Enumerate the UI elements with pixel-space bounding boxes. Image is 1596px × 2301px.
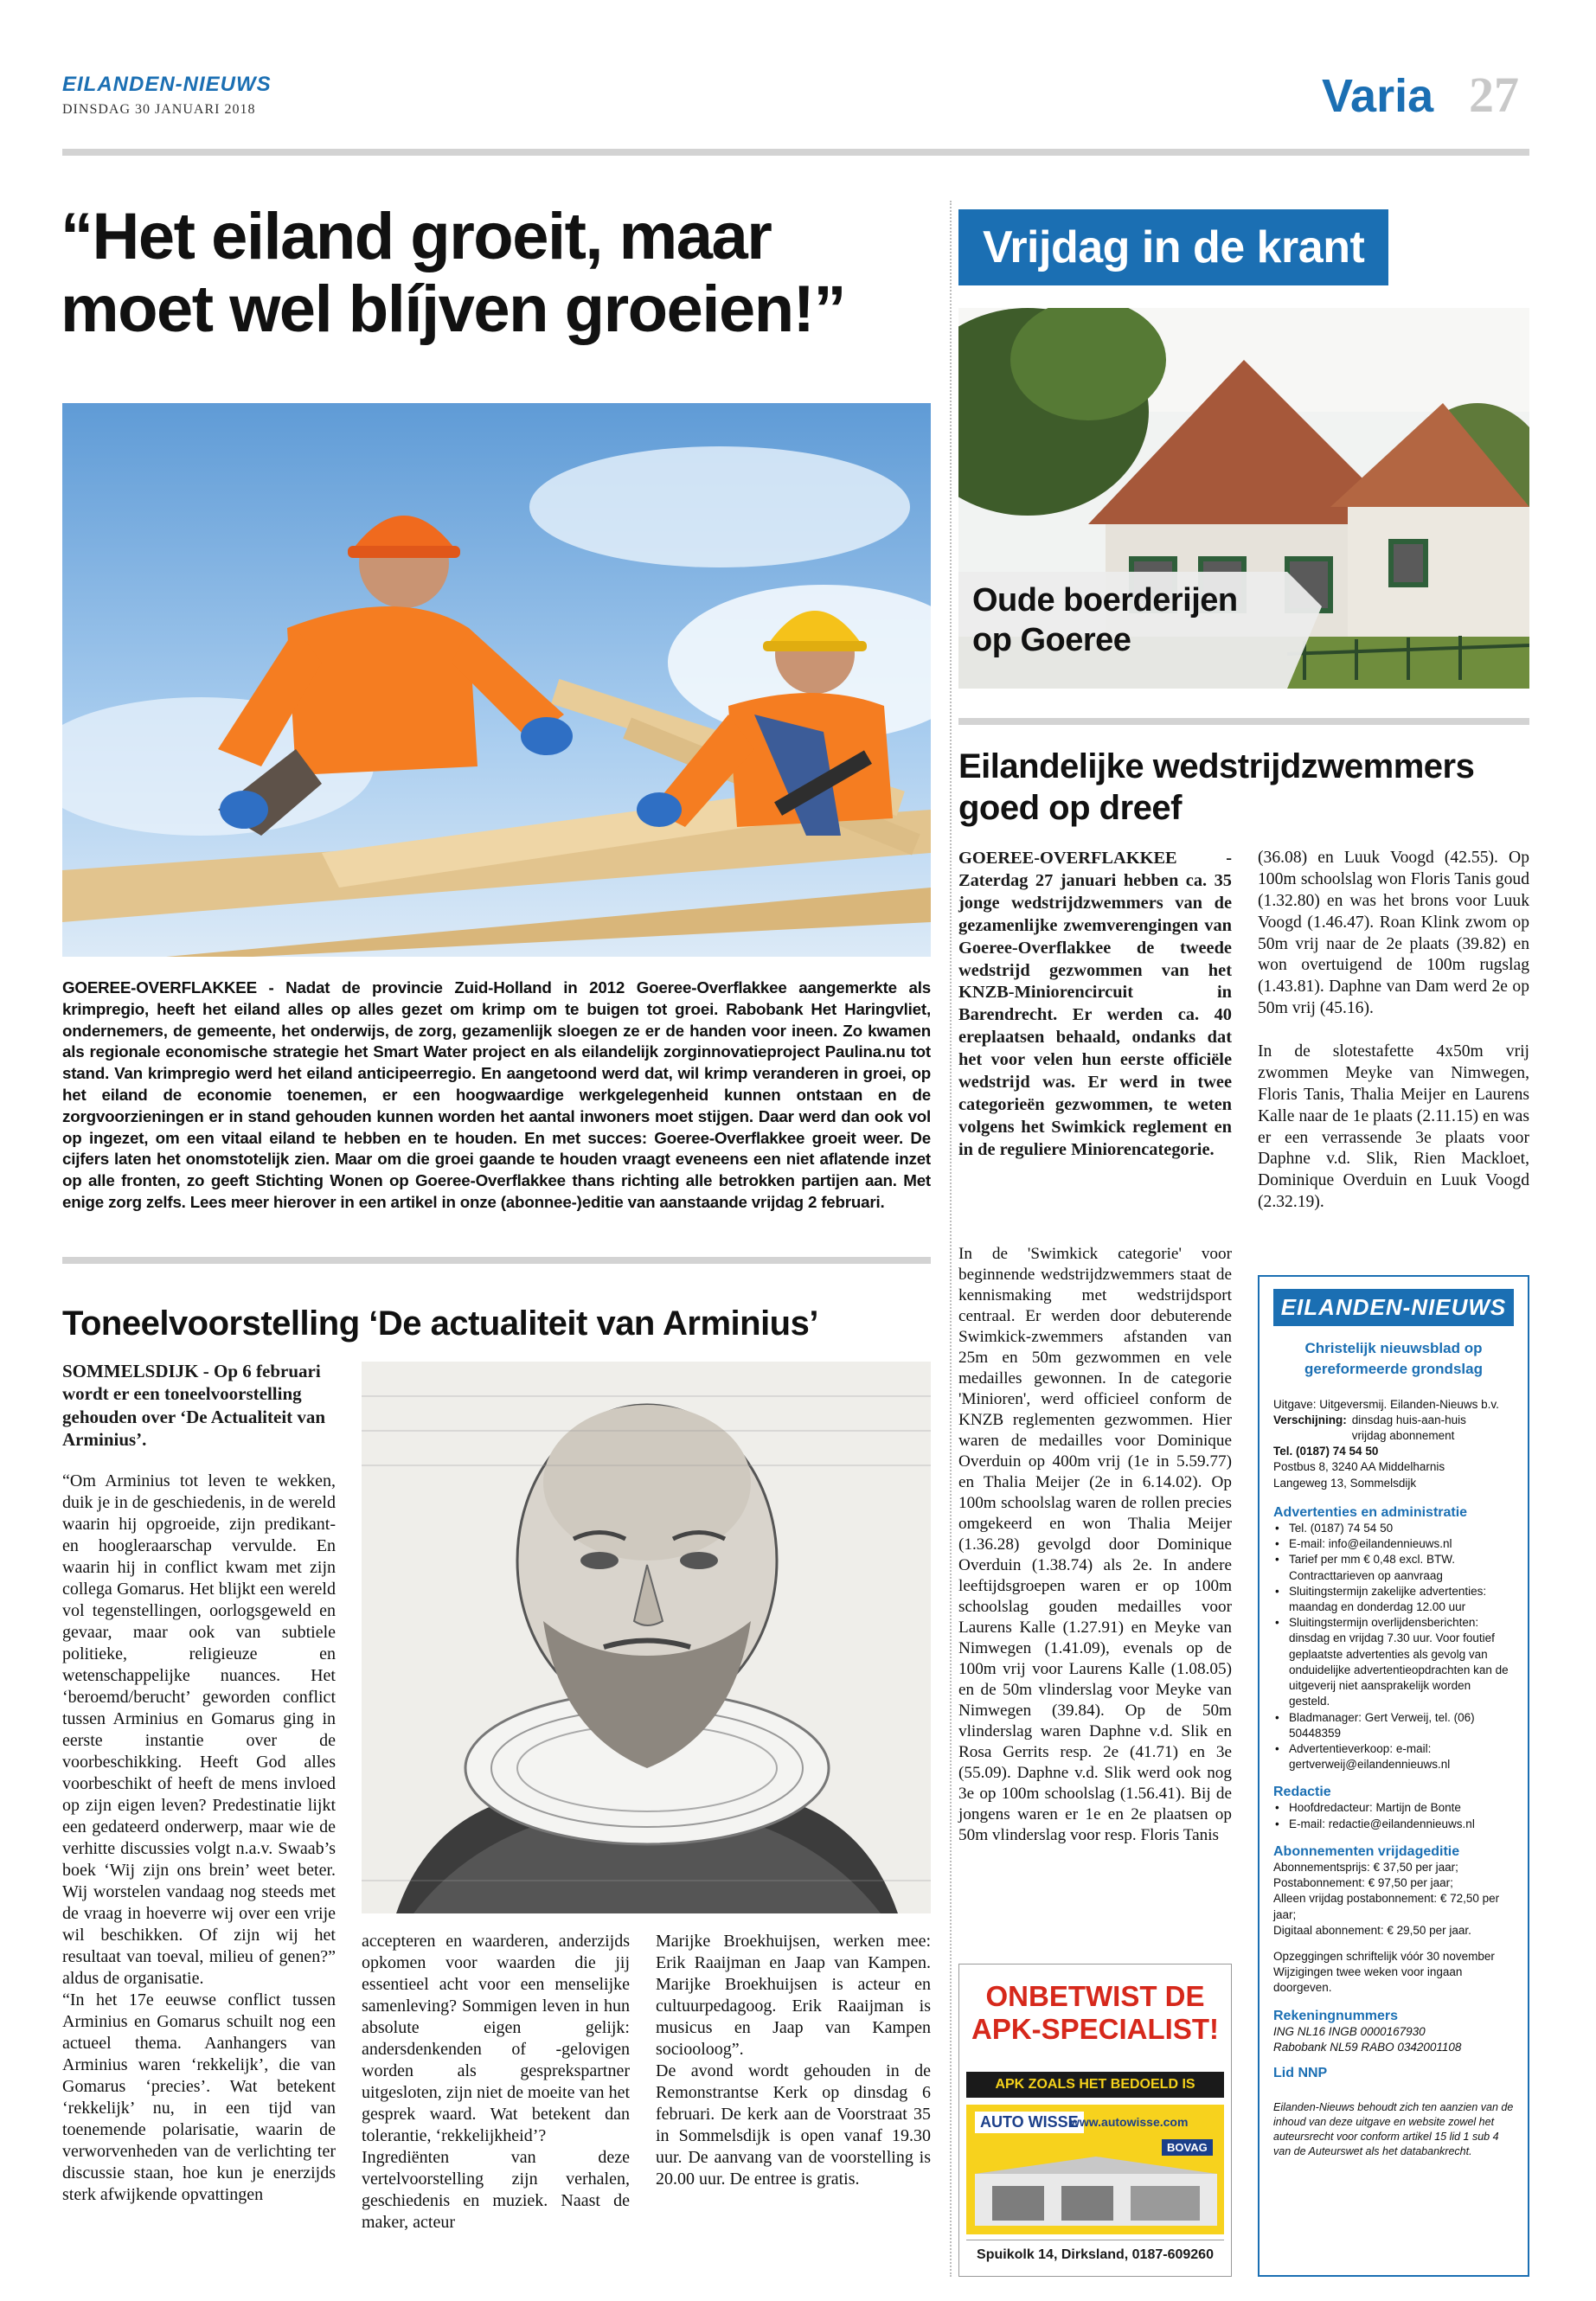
masthead-logo: EILANDEN-NIEUWS: [62, 73, 272, 96]
swim-body-2: (36.08) en Luuk Voogd (42.55). Op 100m schoolslag won Floris Tanis goud (1.32.80) en was het brons voor Luuk Voogd (1.46.47). Roan Klink zwom op 50m vrij naar de 2e plaats (39.82) en won overtuigend de 100m rugslag (1.43.81). Daphne van Dam werd 2e op 50m vrij (45.16).: [1258, 849, 1529, 1018]
colophon-opzegging: Opzeggingen schriftelijk vóór 30 november Wijzigingen twee weken voor ingaan doorgeven.: [1273, 1949, 1495, 1995]
colophon-rek-2: Rabobank NL59 RABO 0342001108: [1273, 2040, 1462, 2054]
theater-col3-para2: De avond wordt gehouden in de Remonstrantse Kerk op dinsdag 6 februari. De kerk aan de Voorstraat 35 in Sommelsdijk is open vanaf 19.30 uur. De aanvang van de voorstelling is 20.00 uur. De entree is gratis.: [656, 2061, 931, 2189]
swim-headline-line-2: goed op dreef: [958, 789, 1182, 827]
colophon-abo-line: Digitaal abonnement: € 29,50 per jaar.: [1273, 1923, 1471, 1937]
theater-column-1: [62, 1471, 336, 2206]
theater-headline: Toneelvoorstelling ‘De actualiteit van Arminius’: [62, 1304, 818, 1343]
colophon-verschijning-label: Verschijning:: [1273, 1413, 1347, 1426]
colophon-adv-item: • Tel. (0187) 74 54 50: [1273, 1521, 1514, 1536]
main-headline: [61, 201, 934, 345]
ad-url[interactable]: www.autowisse.com: [1070, 2115, 1189, 2129]
theater-col3-para1: Marijke Broekhuijsen, werken mee: Erik Raaijman en Jaap van Kampen. Marijke Broekhuijsen is acteur en cultuurpedagoog. Erik Raaijman is musicus en Jaap van Kampen sociooloog”.: [656, 1932, 931, 2059]
page-number: 27: [1469, 67, 1519, 123]
vrijdag-caption: [972, 581, 1238, 660]
colophon-abo-line: Alleen vrijdag postabonnement: € 72,50 per jaar;: [1273, 1892, 1500, 1921]
colophon-box: [1258, 1275, 1529, 2277]
colophon-abo-head: Abonnementen vrijdageditie: [1273, 1843, 1460, 1859]
colophon-publisher: [1273, 1397, 1514, 1491]
colophon-adv-head: Advertenties en administratie: [1273, 1504, 1468, 1520]
theater-column-3: [656, 1931, 931, 2190]
swim-divider: [958, 718, 1529, 725]
colophon-rek: [1273, 2024, 1514, 2055]
vrijdag-caption-line-2: op Goeree: [972, 621, 1131, 658]
theater-intro: SOMMELSDIJK - Op 6 februari wordt er een toneelvoorstelling gehouden over ‘De Actualiteit van Arminius’.: [62, 1361, 326, 1450]
vrijdag-caption-line-1: Oude boerderijen: [972, 582, 1238, 619]
theater-col2-para1: accepteren en waarderen, anderzijds opkomen voor waarden die jij essentieel acht voor een menselijke samenleving? Sommigen leven in hun absolute eigen gelijk: andersdenkenden of -gelovigen worden als gesprekspartner uitgesloten, zijn niet de moeite van het gesprek waard. Wat betekent dan tolerantie, ‘rekkelijkheid’?: [362, 1932, 630, 2145]
ad-bovag-badge: BOVAG: [1162, 2139, 1213, 2156]
colophon-adres: Langeweg 13, Sommelsdijk: [1273, 1476, 1417, 1490]
colophon-uitgave: Uitgave: Uitgeversmij. Eilanden-Nieuws b.v.: [1273, 1397, 1499, 1411]
colophon-rek-1: ING NL16 INGB 0000167930: [1273, 2024, 1426, 2038]
colophon-tel: Tel. (0187) 74 54 50: [1273, 1445, 1379, 1458]
masthead-rule: [62, 149, 1529, 156]
colophon-verschijning-2: vrijdag abonnement: [1351, 1429, 1455, 1443]
colophon-adv-item: • Bladmanager: Gert Verweij, tel. (06) 50448359: [1273, 1710, 1514, 1741]
swim-headline-line-1: Eilandelijke wedstrijdzwemmers: [958, 747, 1475, 785]
article-divider: [62, 1257, 931, 1264]
colophon-redactie-item: • Hoofdredacteur: Martijn de Bonte: [1273, 1800, 1514, 1816]
colophon-subtitle-line-2: gereformeerde grondslag: [1304, 1360, 1483, 1377]
colophon-adv-item: • Tarief per mm € 0,48 excl. BTW. Contracttarieven op aanvraag: [1273, 1552, 1514, 1583]
ad-strip: APK ZOALS HET BEDOELD IS: [966, 2072, 1224, 2098]
colophon-adv-item[interactable]: • E-mail: info@eilandennieuws.nl: [1273, 1536, 1514, 1552]
colophon-redactie-item[interactable]: • E-mail: redactie@eilandennieuws.nl: [1273, 1817, 1514, 1832]
swim-intro: GOEREE-OVERFLAKKEE - Zaterdag 27 januari hebben ca. 35 jonge wedstrijdzwemmers van de gezamenlijke zwemverengingen van Goeree-Overflakkee de tweede wedstrijd gezwommen van het KNZB-Miniorencircuit in Barendrecht. Er werden ca. 40 ereplaatsen behaald, ondanks dat het voor velen hun eerste officiële wedstrijd was. Er werd in twee categorieën gezwommen, te weten volgens het Swimkick reglement en in de reguliere Miniorencategorie.: [958, 849, 1232, 1159]
colophon-disclaimer: Eilanden-Nieuws behoudt zich ten aanzien van de inhoud van deze uitgave en website zowel het auteursrecht voor conform artikel 15 lid 1 sub 4 van de Auteurswet als het databankrecht.: [1273, 2101, 1514, 2157]
colophon-adv-item: • Sluitingstermijn zakelijke advertenties: maandag en donderdag 12.00 uur: [1273, 1584, 1514, 1615]
masthead-date: DINSDAG 30 JANUARI 2018: [62, 102, 256, 117]
ad-garage-icon: [975, 2157, 1217, 2226]
vrijdag-banner: Vrijdag in de krant: [958, 209, 1388, 285]
column-separator: [950, 201, 952, 2277]
colophon-abo-line: Postabonnement: € 97,50 per jaar;: [1273, 1876, 1453, 1890]
ad-headline: [959, 1980, 1231, 2046]
colophon-verschijning-1: dinsdag huis-aan-huis: [1351, 1413, 1466, 1426]
theater-column-2: [362, 1931, 630, 2234]
ad-address: Spuikolk 14, Dirksland, 0187-609260: [966, 2240, 1224, 2270]
theater-col2-para2: Ingrediënten van deze vertelvoorstelling zijn verhalen, geschiedenis en muziek. Naast de maker, acteur: [362, 2148, 630, 2232]
colophon-redactie-list: [1273, 1800, 1514, 1831]
colophon-adv-list: [1273, 1521, 1514, 1773]
theater-col1-para2: “In het 17e eeuwse conflict tussen Arminius en Gomarus schuilt nog een actueel thema. Aanhangers van Arminius waren ‘rekkelijk’, die van Gomarus ‘precies’. Wat betekent ‘rekkelijk’ nu, in een tijd van toenemende polarisatie, waarin de verworvenheden van de verlichting ter discussie staan, hoe kun je enerzijds sterk afwijkende opvattingen: [62, 1990, 336, 2204]
swim-column-2: [1258, 848, 1529, 1214]
apk-advertisement[interactable]: [958, 1964, 1232, 2277]
colophon-postbus: Postbus 8, 3240 AA Middelharnis: [1273, 1460, 1445, 1474]
ad-logo: AUTO WISSE: [975, 2112, 1084, 2133]
arminius-portrait: [362, 1362, 931, 1913]
construction-workers-photo: [62, 403, 931, 957]
main-headline-line-1: “Het eiland groeit, maar: [61, 200, 772, 273]
colophon-lid: Lid NNP: [1273, 2066, 1328, 2081]
colophon-verschijning: [1273, 1413, 1514, 1444]
ad-image: [966, 2105, 1224, 2234]
swim-headline: [958, 746, 1529, 829]
colophon-abo-line: Abonnementsprijs: € 37,50 per jaar;: [1273, 1860, 1458, 1874]
ad-headline-line-2: APK-SPECIALIST!: [971, 2012, 1219, 2045]
theater-col1-para1: “Om Arminius tot leven te wekken, duik je in de geschiedenis, in de wereld waarin hij opgroeide, zijn predikant- en hoogleraarschap vervulde. En waarin hij in conflict kwam met zijn collega Gomarus. Het blijkt een wereld vol tegenstellingen, oorlogsgeweld en gevaar, maar ook van subtiele politieke, religieuze en wetenschappelijke nuances. Het ‘beroemd/berucht’ geworden conflict tussen Arminius en Gomarus ging in eerste instantie over de voorbeschikking. Heeft God alles voorbeschikt of heeft de mens invloed op zijn eigen leven? Predestinatie lijkt een gedateerd onderwerp, maar wie de verhitte discussies volgt n.a.v. Swaab’s boek ‘Wij zijn ons brein’ weet beter. Wij worstelen vandaag nog steeds met de vraag in hoeverre wij over een vrije wil beschikken. Of zijn wij het resultaat van toeval, milieu of genen?” aldus de organisatie.: [62, 1471, 336, 1988]
main-headline-line-2: moet wel blíjven groeien!”: [61, 272, 845, 346]
colophon-abo-lines: [1273, 1860, 1514, 1939]
section-label: Varia: [1322, 70, 1434, 122]
colophon-adv-item[interactable]: • Advertentieverkoop: e-mail: gertverweij@eilandennieuws.nl: [1273, 1741, 1514, 1772]
colophon-redactie-head: Redactie: [1273, 1785, 1331, 1800]
swim-body-1: In de 'Swimkick categorie' voor beginnende wedstrijdzwemmers staat de kennismaking met wedstrijdsport centraal. Er werden door debuterende Swimkick-zwemmers afstanden van 25m en 50m gezwommen en vele medailles gewonnen. In de categorie 'Minioren', werd officieel conform de KNZB reglementen gezwommen. Hier waren de medailles voor Dominique Overduin op 400m vrij (1e in 5.59.77) en Thalia Meijer (2e in 6.14.02). Op 100m schoolslag waren de rollen precies omgekeerd en won Thalia Meijer (1.36.28) gevolgd door Dominique Overduin (1.38.74) als 2e. In andere leeftijdsgroepen waren er op 100m schoolslag gouden medailles voor Laurens Kalle (1.27.91) en Meyke van Nimwegen (1.41.09), evenals op de 100m vrij voor Laurens Kalle (1.08.05) en de 50m vlinderslag voor Meyke van Nimwegen (39.84). Op de 50m vlinderslag waren Daphne v.d. Slik en Rosa Gerrits resp. 2e (41.71) en 3e (55.09). Daphne v.d. Slik werd ook nog 3e op 100m schoolslag (1.56.41). Bij de jongens waren er 1e en 2e plaatsen op 50m vlinderslag voor resp. Floris Tanis: [958, 1245, 1232, 1844]
colophon-logo: EILANDEN-NIEUWS: [1273, 1289, 1514, 1326]
colophon-adv-item: • Sluitingstermijn overlijdensberichten: dinsdag en vrijdag 7.30 uur. Voor foutief geplaatste advertenties als gevolg van onduidelijke advertentieopdrachten kan de uitgeverij niet aansprakelijk worden gesteld.: [1273, 1615, 1514, 1709]
swim-body-3: In de slotestafette 4x50m vrij zwommen Meyke van Nimwegen, Floris Tanis, Thalia Meijer en Laurens Kalle naar de 1e plaats (2.11.15) en was er een verrassende 3e plaats voor Daphne v.d. Slik, Rien Mackloet, Dominique Overduin en Luuk Voogd (2.32.19).: [1258, 1042, 1529, 1212]
colophon-subtitle: [1273, 1338, 1514, 1380]
colophon-subtitle-line-1: Christelijk nieuwsblad op: [1304, 1340, 1483, 1356]
main-article-lead: GOEREE-OVERFLAKKEE - Nadat de provincie Zuid-Holland in 2012 Goeree-Overflakkee aangemerkte als krimpregio, heeft het eiland alles op alles gezet om krimp om te buigen tot groei. Rabobank Het Haringvliet, ondernemers, de gemeente, het onderwijs, de zorg, gezamenlijk sloegen ze er de handen voor ineen. Zo kwamen als regionale economische strategie het Smart Water project en als eilandelijk zorginnovatieproject Paulina.nu tot stand. Van krimpregio werd het eiland anticipeerregio. En aangetoond werd dat, wil krimp veranderen in groei, op het eiland de economie toenemen, er een hoogwaardige werkgelegenheid kunnen ontstaan en de zorgvoorzieningen er in stand gehouden kunnen worden het aantal inwoners moet stijgen. Daar werd dan ook vol op ingezet, om een vitaal eiland te hebben en te houden. En met succes: Goeree-Overflakkee groeit weer. De cijfers laten het onomstotelijk zien. Maar om die groei gaande te houden vraagt eveneens een niet aflatende inzet op alle fronten, zo geeft Stichting Wonen op Goeree-Overflakkee thans richting alle betrokken partijen aan. Met enige zorg zelfs. Lees meer hierover in een artikel in onze (abonnee-)editie van aanstaande vrijdag 2 februari.: [62, 978, 931, 1211]
colophon-rek-head: Rekeningnummers: [1273, 2008, 1399, 2023]
ad-headline-line-1: ONBETWIST DE: [985, 1980, 1205, 2012]
